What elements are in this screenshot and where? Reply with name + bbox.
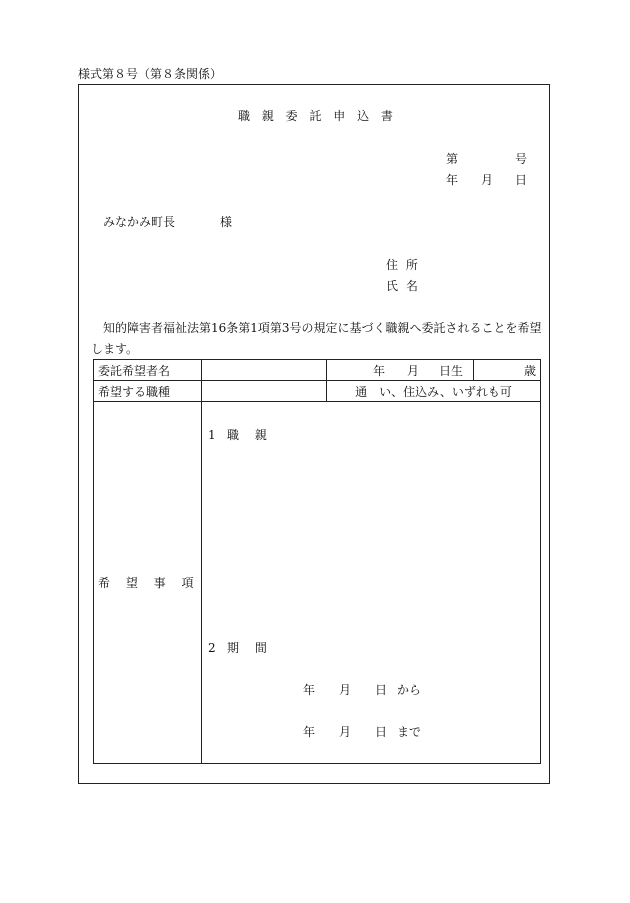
form-title: 職 親 委 託 申 込 書 <box>238 109 397 123</box>
job-type-options[interactable]: 通 い、住込み、いずれも可 <box>327 381 541 402</box>
birth-month-label: 月 <box>407 363 420 378</box>
table-row <box>94 381 541 402</box>
date-day-label: 日 <box>515 173 528 187</box>
item1-number: 1 <box>208 428 216 442</box>
addressee-name: みなかみ町長 <box>103 215 176 229</box>
applicant-name-label: 氏 名 <box>386 279 420 293</box>
number-label-suffix: 号 <box>515 152 528 166</box>
table-row <box>94 360 541 381</box>
period-from-year: 年 <box>303 683 316 697</box>
date-year-label: 年 <box>446 173 459 187</box>
application-table <box>93 359 541 764</box>
item2-number: 2 <box>208 641 216 655</box>
wishes-content[interactable] <box>202 402 541 764</box>
age-label: 歳 <box>523 363 536 378</box>
period-to-year: 年 <box>303 725 316 739</box>
birth-date-field[interactable] <box>327 360 474 381</box>
job-type-header: 希望する職種 <box>94 381 202 402</box>
wishes-header: 希 望 事 項 <box>94 402 202 764</box>
job-type-field[interactable] <box>202 381 327 402</box>
birth-day-label: 日生 <box>439 363 464 378</box>
applicant-name-header: 委託希望者名 <box>94 360 202 381</box>
applicant-name-field[interactable] <box>202 360 327 381</box>
table-row <box>94 402 541 764</box>
body-text-line-2: します。 <box>91 342 139 356</box>
period-from-suffix: から <box>397 683 422 697</box>
period-from-month: 月 <box>339 683 352 697</box>
date-month-label: 月 <box>481 173 494 187</box>
address-label: 住 所 <box>386 258 420 272</box>
addressee-honorific: 様 <box>220 215 233 229</box>
period-to-month: 月 <box>339 725 352 739</box>
age-field[interactable] <box>474 360 541 381</box>
period-from-day: 日 <box>375 683 388 697</box>
body-text-line-1: 知的障害者福祉法第16条第1項第3号の規定に基づく職親へ委託されることを希望 <box>103 321 542 335</box>
period-to-suffix: まで <box>397 725 422 739</box>
period-to-day: 日 <box>375 725 388 739</box>
birth-year-label: 年 <box>373 363 386 378</box>
item2-label: 期 間 <box>227 641 273 655</box>
form-number: 様式第８号（第８条関係） <box>78 67 223 81</box>
item1-label: 職 親 <box>227 428 273 442</box>
number-label-prefix: 第 <box>446 152 459 166</box>
